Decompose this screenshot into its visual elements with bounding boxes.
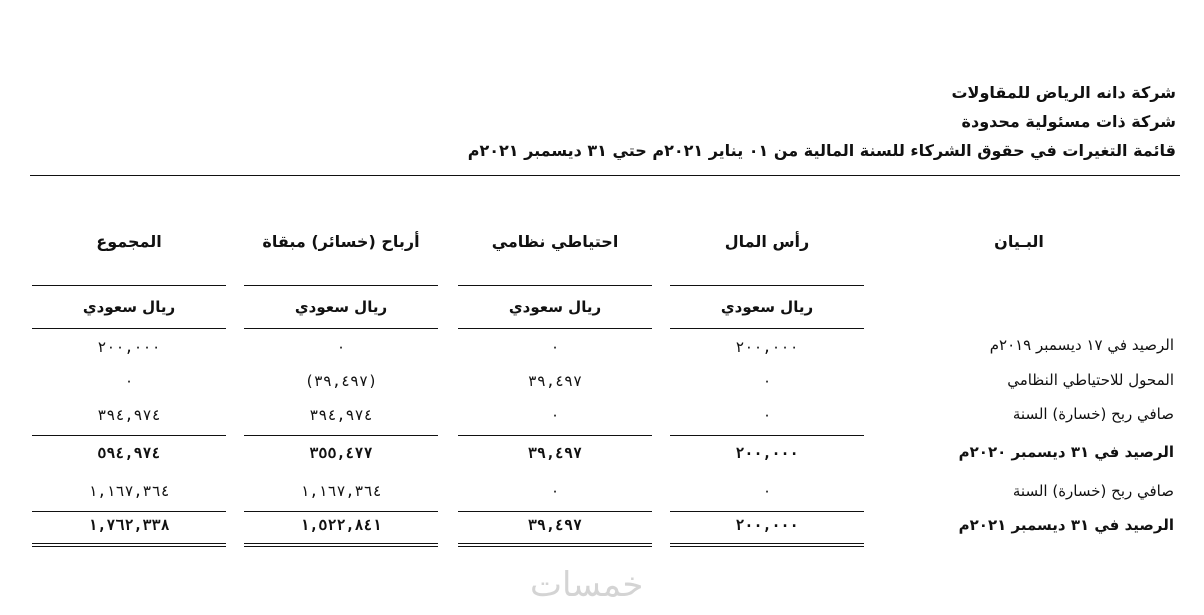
total-double-rule (670, 543, 864, 547)
cell-total: ٠ (124, 372, 134, 390)
cell-retained: ٣٥٥,٤٧٧ (309, 444, 373, 462)
cell-reserve: ٣٩,٤٩٧ (527, 444, 583, 462)
subtotal-rule (670, 511, 864, 512)
cell-capital: ٠ (762, 482, 772, 500)
unit-capital: ريال سعودي (670, 285, 864, 329)
unit-reserve: ريال سعودي (458, 285, 652, 329)
row-label-balance-2020: الرصيد في ٣١ ديسمبر ٢٠٢٠م (958, 443, 1174, 461)
cell-total: ٥٩٤,٩٧٤ (97, 444, 161, 462)
column-retained: أرباح (خسائر) مبقاة (262, 232, 420, 251)
total-double-rule (244, 543, 438, 547)
cell-reserve: ٣٩,٤٩٧ (527, 372, 583, 390)
cell-retained: ١,١٦٧,٣٦٤ (300, 482, 382, 500)
total-double-rule (32, 543, 226, 547)
unit-total: ريال سعودي (32, 285, 226, 329)
company-type: شركة ذات مسئولية محدودة (961, 112, 1176, 131)
statement-header (468, 78, 1176, 165)
cell-capital: ٢٠٠,٠٠٠ (735, 338, 799, 356)
cell-total: ٢٠٠,٠٠٠ (97, 338, 161, 356)
column-statement: البـيان (994, 232, 1044, 251)
subtotal-rule (244, 435, 438, 436)
cell-retained: (٣٩,٤٩٧) (304, 372, 378, 390)
subtotal-rule (244, 511, 438, 512)
subtotal-rule (670, 435, 864, 436)
subtotal-rule (32, 511, 226, 512)
cell-capital: ٢٠٠,٠٠٠ (735, 444, 799, 462)
row-label-net-profit-2020: صافي ربح (خسارة) السنة (1012, 405, 1174, 423)
row-label-net-profit-2021: صافي ربح (خسارة) السنة (1012, 482, 1174, 500)
cell-retained: ٠ (336, 338, 346, 356)
cell-total: ٣٩٤,٩٧٤ (97, 406, 161, 424)
unit-retained: ريال سعودي (244, 285, 438, 329)
cell-total: ١,٧٦٢,٣٣٨ (88, 516, 170, 534)
column-capital: رأس المال (724, 232, 810, 251)
column-reserve: احتياطي نظامي (491, 232, 619, 251)
cell-reserve: ٠ (550, 406, 560, 424)
total-double-rule (458, 543, 652, 547)
cell-capital: ٢٠٠,٠٠٠ (735, 516, 799, 534)
row-label-opening-2019: الرصيد في ١٧ ديسمبر ٢٠١٩م (989, 336, 1174, 354)
company-name: شركة دانه الرياض للمقاولات (951, 83, 1176, 102)
cell-total: ١,١٦٧,٣٦٤ (88, 482, 170, 500)
row-label-balance-2021: الرصيد في ٣١ ديسمبر ٢٠٢١م (958, 516, 1174, 534)
statement-title: قائمة التغيرات في حقوق الشركاء للسنة المالية من ٠١ يناير ٢٠٢١م حتي ٣١ ديسمبر ٢٠٢١م (467, 141, 1176, 160)
column-total: المجموع (96, 232, 162, 251)
subtotal-rule (458, 435, 652, 436)
cell-retained: ٣٩٤,٩٧٤ (309, 406, 373, 424)
subtotal-rule (458, 511, 652, 512)
subtotal-rule (32, 435, 226, 436)
cell-capital: ٠ (762, 406, 772, 424)
cell-reserve: ٠ (550, 338, 560, 356)
header-rule (30, 175, 1180, 176)
row-label-transfer-reserve: المحول للاحتياطي النظامي (1007, 371, 1174, 389)
cell-capital: ٠ (762, 372, 772, 390)
cell-reserve: ٠ (550, 482, 560, 500)
watermark-logo: خمسات (530, 565, 644, 605)
cell-reserve: ٣٩,٤٩٧ (527, 516, 583, 534)
cell-retained: ١,٥٢٢,٨٤١ (300, 516, 382, 534)
